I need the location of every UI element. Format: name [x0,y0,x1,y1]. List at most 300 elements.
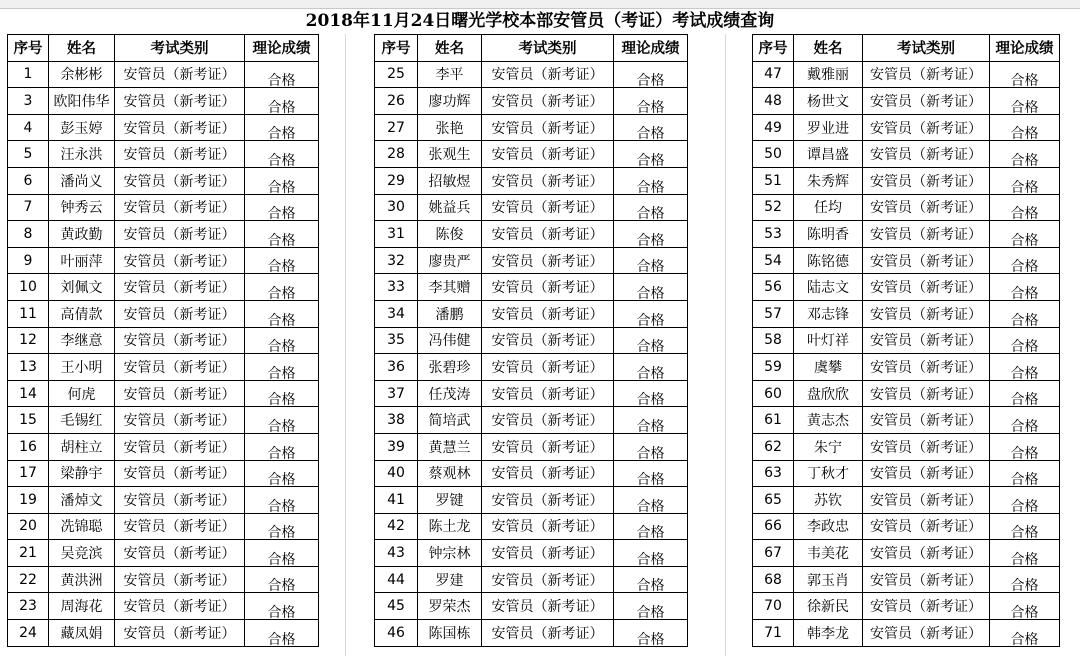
score-table-1 [7,34,319,647]
cell-result[interactable] [245,114,319,141]
cell-number[interactable]: 66 [753,513,794,540]
cell-number[interactable]: 5 [8,141,49,168]
cell-name[interactable]: 丁秋才 [794,460,863,487]
cell-result[interactable] [614,460,688,487]
cell-result[interactable] [245,566,319,593]
cell-category[interactable]: 安管员（新考证） [482,327,614,354]
cell-result[interactable] [614,327,688,354]
cell-name[interactable]: 汪永洪 [49,141,115,168]
cell-name[interactable]: 藏凤娟 [49,620,115,647]
cell-number[interactable]: 53 [753,221,794,248]
cell-result[interactable] [990,221,1060,248]
column-header[interactable]: 姓名 [794,35,863,62]
cell-number[interactable]: 56 [753,274,794,301]
cell-category[interactable]: 安管员（新考证） [115,460,245,487]
cell-category[interactable]: 安管员（新考证） [863,167,990,194]
cell-name[interactable]: 冯伟健 [418,327,482,354]
cell-name[interactable]: 陆志文 [794,274,863,301]
cell-number[interactable]: 16 [8,433,49,460]
result-text: 合格 [636,232,665,248]
cell-number[interactable]: 26 [375,88,418,115]
cell-number[interactable]: 6 [8,167,49,194]
cell-number[interactable]: 3 [8,88,49,115]
cell-name[interactable]: 姚益兵 [418,194,482,221]
cell-number[interactable]: 68 [753,566,794,593]
cell-name[interactable]: 钟宗林 [418,540,482,567]
cell-category[interactable]: 安管员（新考证） [115,407,245,434]
cell-category[interactable]: 安管员（新考证） [482,88,614,115]
column-header[interactable]: 序号 [8,35,49,62]
cell-result[interactable] [990,593,1060,620]
cell-name[interactable]: 潘尚义 [49,167,115,194]
cell-number[interactable]: 49 [753,114,794,141]
cell-category[interactable]: 安管员（新考证） [115,194,245,221]
cell-result[interactable] [245,593,319,620]
cell-category[interactable]: 安管员（新考证） [482,61,614,88]
result-text: 合格 [267,365,296,381]
cell-number[interactable]: 21 [8,540,49,567]
cell-category[interactable]: 安管员（新考证） [482,114,614,141]
cell-number[interactable]: 41 [375,487,418,514]
cell-category[interactable]: 安管员（新考证） [115,221,245,248]
column-header[interactable]: 序号 [375,35,418,62]
cell-number[interactable]: 9 [8,247,49,274]
cell-number[interactable]: 52 [753,194,794,221]
cell-number[interactable]: 7 [8,194,49,221]
result-text: 合格 [1010,445,1039,460]
cell-category[interactable]: 安管员（新考证） [482,540,614,567]
cell-name[interactable]: 招敏煜 [418,167,482,194]
result-text: 合格 [636,285,665,301]
cell-category[interactable]: 安管员（新考证） [863,88,990,115]
table-row [375,194,688,221]
cell-category[interactable]: 安管员（新考证） [482,274,614,301]
cell-name[interactable]: 叶灯祥 [794,327,863,354]
cell-result[interactable] [245,433,319,460]
cell-number[interactable]: 70 [753,593,794,620]
table-row [375,593,688,620]
cell-name[interactable]: 毛锡红 [49,407,115,434]
cell-number[interactable]: 4 [8,114,49,141]
cell-number[interactable]: 32 [375,247,418,274]
cell-name[interactable]: 邓志锋 [794,300,863,327]
cell-result[interactable] [990,247,1060,274]
column-header[interactable]: 姓名 [418,35,482,62]
cell-category[interactable]: 安管员（新考证） [482,141,614,168]
cell-category[interactable]: 安管员（新考证） [482,513,614,540]
cell-category[interactable]: 安管员（新考证） [863,433,990,460]
cell-name[interactable]: 黄志杰 [794,407,863,434]
cell-number[interactable]: 24 [8,620,49,647]
cell-category[interactable]: 安管员（新考证） [115,513,245,540]
cell-result[interactable] [614,380,688,407]
cell-result[interactable] [614,114,688,141]
cell-name[interactable]: 张艳 [418,114,482,141]
cell-category[interactable]: 安管员（新考证） [482,566,614,593]
cell-number[interactable]: 38 [375,407,418,434]
cell-name[interactable]: 李其赠 [418,274,482,301]
cell-number[interactable]: 67 [753,540,794,567]
cell-category[interactable]: 安管员（新考证） [482,460,614,487]
cell-name[interactable]: 陈明香 [794,221,863,248]
cell-result[interactable] [990,88,1060,115]
cell-category[interactable]: 安管员（新考证） [115,167,245,194]
table-row [753,247,1060,274]
cell-result[interactable] [990,354,1060,381]
column-header[interactable]: 理论成绩 [990,35,1060,62]
cell-category[interactable]: 安管员（新考证） [482,487,614,514]
table-row [8,354,319,381]
cell-category[interactable]: 安管员（新考证） [863,380,990,407]
cell-name[interactable]: 何虎 [49,380,115,407]
table-row [375,540,688,567]
cell-name[interactable]: 周海花 [49,593,115,620]
cell-name[interactable]: 李继意 [49,327,115,354]
cell-name[interactable]: 盘欣欣 [794,380,863,407]
table-row [753,380,1060,407]
cell-name[interactable]: 李政忠 [794,513,863,540]
cell-result[interactable] [245,88,319,115]
cell-category[interactable]: 安管员（新考证） [482,620,614,647]
cell-name[interactable]: 郭玉肖 [794,566,863,593]
cell-name[interactable]: 黄慧兰 [418,433,482,460]
cell-name[interactable]: 李平 [418,61,482,88]
cell-number[interactable]: 51 [753,167,794,194]
cell-number[interactable]: 60 [753,380,794,407]
column-header[interactable]: 考试类别 [115,35,245,62]
cell-name[interactable]: 陈铭德 [794,247,863,274]
cell-number[interactable]: 35 [375,327,418,354]
cell-category[interactable]: 安管员（新考证） [863,354,990,381]
cell-number[interactable]: 59 [753,354,794,381]
cell-category[interactable]: 安管员（新考证） [863,593,990,620]
cell-category[interactable]: 安管员（新考证） [115,593,245,620]
cell-name[interactable]: 张碧珍 [418,354,482,381]
cell-name[interactable]: 任均 [794,194,863,221]
cell-result[interactable] [614,593,688,620]
cell-number[interactable]: 14 [8,380,49,407]
cell-name[interactable]: 陈国栋 [418,620,482,647]
cell-name[interactable]: 黄洪洲 [49,566,115,593]
cell-number[interactable]: 46 [375,620,418,647]
cell-number[interactable]: 23 [8,593,49,620]
cell-number[interactable]: 65 [753,487,794,514]
cell-number[interactable]: 50 [753,141,794,168]
column-header[interactable]: 序号 [753,35,794,62]
cell-result[interactable] [990,61,1060,88]
cell-name[interactable]: 虞攀 [794,354,863,381]
cell-name[interactable]: 蔡观林 [418,460,482,487]
cell-result[interactable] [614,194,688,221]
cell-name[interactable]: 朱秀辉 [794,167,863,194]
cell-name[interactable]: 彭玉婷 [49,114,115,141]
cell-name[interactable]: 罗建 [418,566,482,593]
cell-name[interactable]: 余彬彬 [49,61,115,88]
cell-category[interactable]: 安管员（新考证） [863,566,990,593]
cell-result[interactable] [245,194,319,221]
cell-result[interactable] [245,620,319,647]
cell-result[interactable] [990,327,1060,354]
cell-result[interactable] [614,221,688,248]
cell-category[interactable]: 安管员（新考证） [482,247,614,274]
cell-category[interactable]: 安管员（新考证） [115,141,245,168]
cell-result[interactable] [614,300,688,327]
cell-result[interactable] [245,61,319,88]
cell-category[interactable]: 安管员（新考证） [863,407,990,434]
cell-number[interactable]: 1 [8,61,49,88]
cell-number[interactable]: 12 [8,327,49,354]
result-text: 合格 [1010,418,1039,434]
cell-name[interactable]: 黄政勤 [49,221,115,248]
cell-category[interactable]: 安管员（新考证） [482,194,614,221]
cell-result[interactable] [614,433,688,460]
cell-category[interactable]: 安管员（新考证） [863,540,990,567]
cell-category[interactable]: 安管员（新考证） [115,487,245,514]
cell-number[interactable]: 13 [8,354,49,381]
cell-category[interactable]: 安管员（新考证） [115,274,245,301]
cell-result[interactable] [990,194,1060,221]
cell-number[interactable]: 45 [375,593,418,620]
cell-number[interactable]: 34 [375,300,418,327]
cell-category[interactable]: 安管员（新考证） [482,407,614,434]
cell-category[interactable]: 安管员（新考证） [863,487,990,514]
cell-number[interactable]: 10 [8,274,49,301]
cell-number[interactable]: 8 [8,221,49,248]
cell-result[interactable] [614,354,688,381]
cell-name[interactable]: 吴竞滨 [49,540,115,567]
cell-name[interactable]: 苏钦 [794,487,863,514]
cell-number[interactable]: 44 [375,566,418,593]
cell-result[interactable] [990,300,1060,327]
cell-result[interactable] [990,620,1060,647]
cell-result[interactable] [614,540,688,567]
result-text: 合格 [267,73,296,88]
cell-category[interactable]: 安管员（新考证） [115,433,245,460]
cell-name[interactable]: 陈俊 [418,221,482,248]
cell-name[interactable]: 谭昌盛 [794,141,863,168]
cell-name[interactable]: 廖功辉 [418,88,482,115]
cell-category[interactable]: 安管员（新考证） [863,247,990,274]
cell-category[interactable]: 安管员（新考证） [863,300,990,327]
column-header[interactable]: 考试类别 [863,35,990,62]
cell-category[interactable]: 安管员（新考证） [115,380,245,407]
cell-number[interactable]: 11 [8,300,49,327]
cell-result[interactable] [245,141,319,168]
cell-category[interactable]: 安管员（新考证） [115,566,245,593]
cell-name[interactable]: 梁静宇 [49,460,115,487]
cell-result[interactable] [245,354,319,381]
cell-number[interactable]: 20 [8,513,49,540]
cell-result[interactable] [245,460,319,487]
cell-name[interactable]: 徐新民 [794,593,863,620]
cell-name[interactable]: 任茂涛 [418,380,482,407]
cell-result[interactable] [990,460,1060,487]
cell-name[interactable]: 杨世文 [794,88,863,115]
cell-result[interactable] [614,247,688,274]
cell-number[interactable]: 33 [375,274,418,301]
column-header[interactable]: 考试类别 [482,35,614,62]
cell-category[interactable]: 安管员（新考证） [863,194,990,221]
cell-name[interactable]: 胡柱立 [49,433,115,460]
column-header[interactable]: 姓名 [49,35,115,62]
cell-result[interactable] [990,167,1060,194]
cell-number[interactable]: 19 [8,487,49,514]
cell-name[interactable]: 陈土龙 [418,513,482,540]
cell-name[interactable]: 潘焯文 [49,487,115,514]
cell-result[interactable] [614,88,688,115]
cell-number[interactable]: 42 [375,513,418,540]
cell-name[interactable]: 简培武 [418,407,482,434]
cell-result[interactable] [245,407,319,434]
cell-result[interactable] [990,380,1060,407]
table-row [753,167,1060,194]
cell-result[interactable] [614,407,688,434]
table-row [8,247,319,274]
column-header[interactable]: 理论成绩 [245,35,319,62]
cell-number[interactable]: 57 [753,300,794,327]
cell-name[interactable]: 罗荣杰 [418,593,482,620]
cell-result[interactable] [990,274,1060,301]
cell-result[interactable] [614,513,688,540]
cell-number[interactable]: 62 [753,433,794,460]
cell-name[interactable]: 戴雅丽 [794,61,863,88]
cell-name[interactable]: 韦美花 [794,540,863,567]
result-text: 合格 [636,339,665,354]
cell-category[interactable]: 安管员（新考证） [863,221,990,248]
table-row [8,221,319,248]
cell-name[interactable]: 韩李龙 [794,620,863,647]
cell-number[interactable]: 39 [375,433,418,460]
result-text: 合格 [1010,285,1039,301]
cell-number[interactable]: 31 [375,221,418,248]
cell-result[interactable] [990,407,1060,434]
cell-category[interactable]: 安管员（新考证） [482,354,614,381]
cell-number[interactable]: 37 [375,380,418,407]
cell-number[interactable]: 28 [375,141,418,168]
cell-result[interactable] [990,433,1060,460]
cell-number[interactable]: 15 [8,407,49,434]
cell-number[interactable]: 71 [753,620,794,647]
cell-result[interactable] [245,167,319,194]
cell-result[interactable] [245,221,319,248]
cell-result[interactable] [614,274,688,301]
cell-name[interactable]: 冼锦聪 [49,513,115,540]
cell-result[interactable] [990,114,1060,141]
cell-result[interactable] [245,247,319,274]
cell-result[interactable] [614,61,688,88]
cell-result[interactable] [245,274,319,301]
cell-name[interactable]: 刘佩文 [49,274,115,301]
cell-name[interactable]: 朱宁 [794,433,863,460]
cell-category[interactable]: 安管员（新考证） [482,380,614,407]
cell-category[interactable]: 安管员（新考证） [863,274,990,301]
cell-result[interactable] [614,167,688,194]
cell-category[interactable]: 安管员（新考证） [115,354,245,381]
cell-number[interactable]: 30 [375,194,418,221]
cell-category[interactable]: 安管员（新考证） [482,300,614,327]
cell-result[interactable] [990,141,1060,168]
cell-result[interactable] [245,327,319,354]
cell-category[interactable]: 安管员（新考证） [863,513,990,540]
cell-name[interactable]: 罗键 [418,487,482,514]
result-text: 合格 [1010,152,1039,168]
cell-result[interactable] [245,513,319,540]
cell-result[interactable] [990,487,1060,514]
cell-result[interactable] [614,566,688,593]
cell-category[interactable]: 安管员（新考证） [863,114,990,141]
cell-name[interactable]: 钟秀云 [49,194,115,221]
cell-result[interactable] [614,620,688,647]
cell-category[interactable]: 安管员（新考证） [482,167,614,194]
cell-name[interactable]: 欧阳伟华 [49,88,115,115]
cell-result[interactable] [990,513,1060,540]
cell-name[interactable]: 罗业进 [794,114,863,141]
cell-category[interactable]: 安管员（新考证） [115,620,245,647]
cell-result[interactable] [990,540,1060,567]
table-row [375,221,688,248]
cell-category[interactable]: 安管员（新考证） [115,114,245,141]
cell-category[interactable]: 安管员（新考证） [482,433,614,460]
cell-category[interactable]: 安管员（新考证） [482,593,614,620]
cell-number[interactable]: 36 [375,354,418,381]
table-row [753,300,1060,327]
cell-number[interactable]: 43 [375,540,418,567]
result-text: 合格 [636,498,665,514]
cell-number[interactable]: 40 [375,460,418,487]
cell-category[interactable]: 安管员（新考证） [115,88,245,115]
cell-result[interactable] [990,566,1060,593]
cell-category[interactable]: 安管员（新考证） [115,61,245,88]
cell-number[interactable]: 47 [753,61,794,88]
cell-number[interactable]: 63 [753,460,794,487]
cell-result[interactable] [245,540,319,567]
cell-category[interactable]: 安管员（新考证） [863,327,990,354]
cell-number[interactable]: 48 [753,88,794,115]
cell-number[interactable]: 17 [8,460,49,487]
cell-result[interactable] [614,487,688,514]
cell-name[interactable]: 王小明 [49,354,115,381]
cell-result[interactable] [245,300,319,327]
cell-number[interactable]: 27 [375,114,418,141]
cell-name[interactable]: 潘鹏 [418,300,482,327]
cell-name[interactable]: 高倩款 [49,300,115,327]
cell-name[interactable]: 叶丽萍 [49,247,115,274]
cell-number[interactable]: 54 [753,247,794,274]
cell-category[interactable]: 安管员（新考证） [863,460,990,487]
cell-category[interactable]: 安管员（新考证） [115,327,245,354]
result-text: 合格 [1010,339,1039,354]
cell-result[interactable] [245,487,319,514]
cell-category[interactable]: 安管员（新考证） [482,221,614,248]
cell-result[interactable] [245,380,319,407]
cell-number[interactable]: 61 [753,407,794,434]
cell-category[interactable]: 安管员（新考证） [115,540,245,567]
cell-name[interactable]: 张观生 [418,141,482,168]
cell-number[interactable]: 22 [8,566,49,593]
cell-category[interactable]: 安管员（新考证） [115,247,245,274]
cell-number[interactable]: 58 [753,327,794,354]
table-row [375,354,688,381]
cell-number[interactable]: 29 [375,167,418,194]
cell-category[interactable]: 安管员（新考证） [863,141,990,168]
cell-category[interactable]: 安管员（新考证） [863,620,990,647]
cell-category[interactable]: 安管员（新考证） [863,61,990,88]
cell-number[interactable]: 25 [375,61,418,88]
cell-category[interactable]: 安管员（新考证） [115,300,245,327]
cell-name[interactable]: 廖贵严 [418,247,482,274]
column-header[interactable]: 理论成绩 [614,35,688,62]
cell-result[interactable] [614,141,688,168]
